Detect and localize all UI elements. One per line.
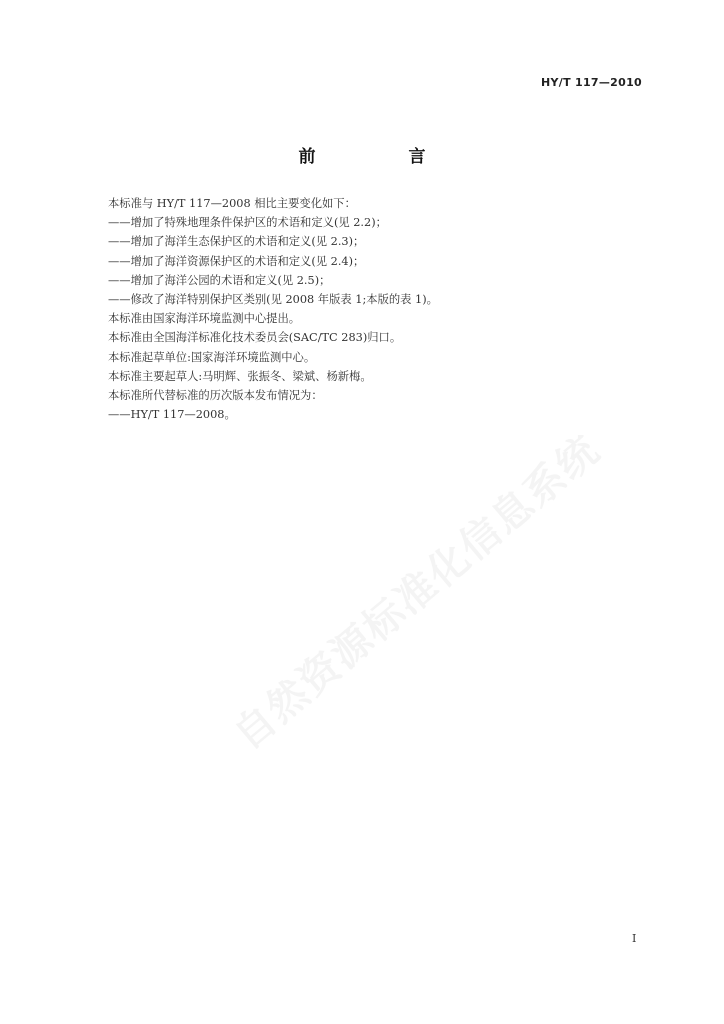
body-line: 本标准由国家海洋环境监测中心提出。: [108, 312, 301, 326]
preface-body: [108, 194, 648, 424]
body-line: ——增加了海洋生态保护区的术语和定义(见 2.3)；: [108, 235, 365, 249]
body-line: 本标准由全国海洋标准化技术委员会(SAC/TC 283)归口。: [108, 331, 402, 345]
page-title: 前 言: [298, 147, 464, 167]
body-line: ——增加了特殊地理条件保护区的术语和定义(见 2.2)；: [108, 216, 387, 230]
body-line: 本标准所代替标准的历次版本发布情况为：: [108, 389, 323, 403]
body-line: ——修改了海洋特别保护区类别(见 2008 年版表 1;本版的表 1)。: [108, 293, 438, 307]
body-line: ——HY/T 117—2008。: [108, 408, 236, 422]
page-number: I: [632, 932, 637, 945]
watermark: 自然资源标准化信息系统: [225, 426, 609, 759]
standard-code: HY/T 117—2010: [541, 76, 642, 89]
body-line: ——增加了海洋公园的术语和定义(见 2.5)；: [108, 273, 331, 287]
body-line: 本标准起草单位:国家海洋环境监测中心。: [108, 350, 316, 364]
body-line: ——增加了海洋资源保护区的术语和定义(见 2.4)；: [108, 254, 365, 268]
body-line: 本标准主要起草人:马明辉、张振冬、梁斌、杨新梅。: [108, 369, 372, 383]
body-line: 本标准与 HY/T 117—2008 相比主要变化如下：: [108, 197, 356, 210]
